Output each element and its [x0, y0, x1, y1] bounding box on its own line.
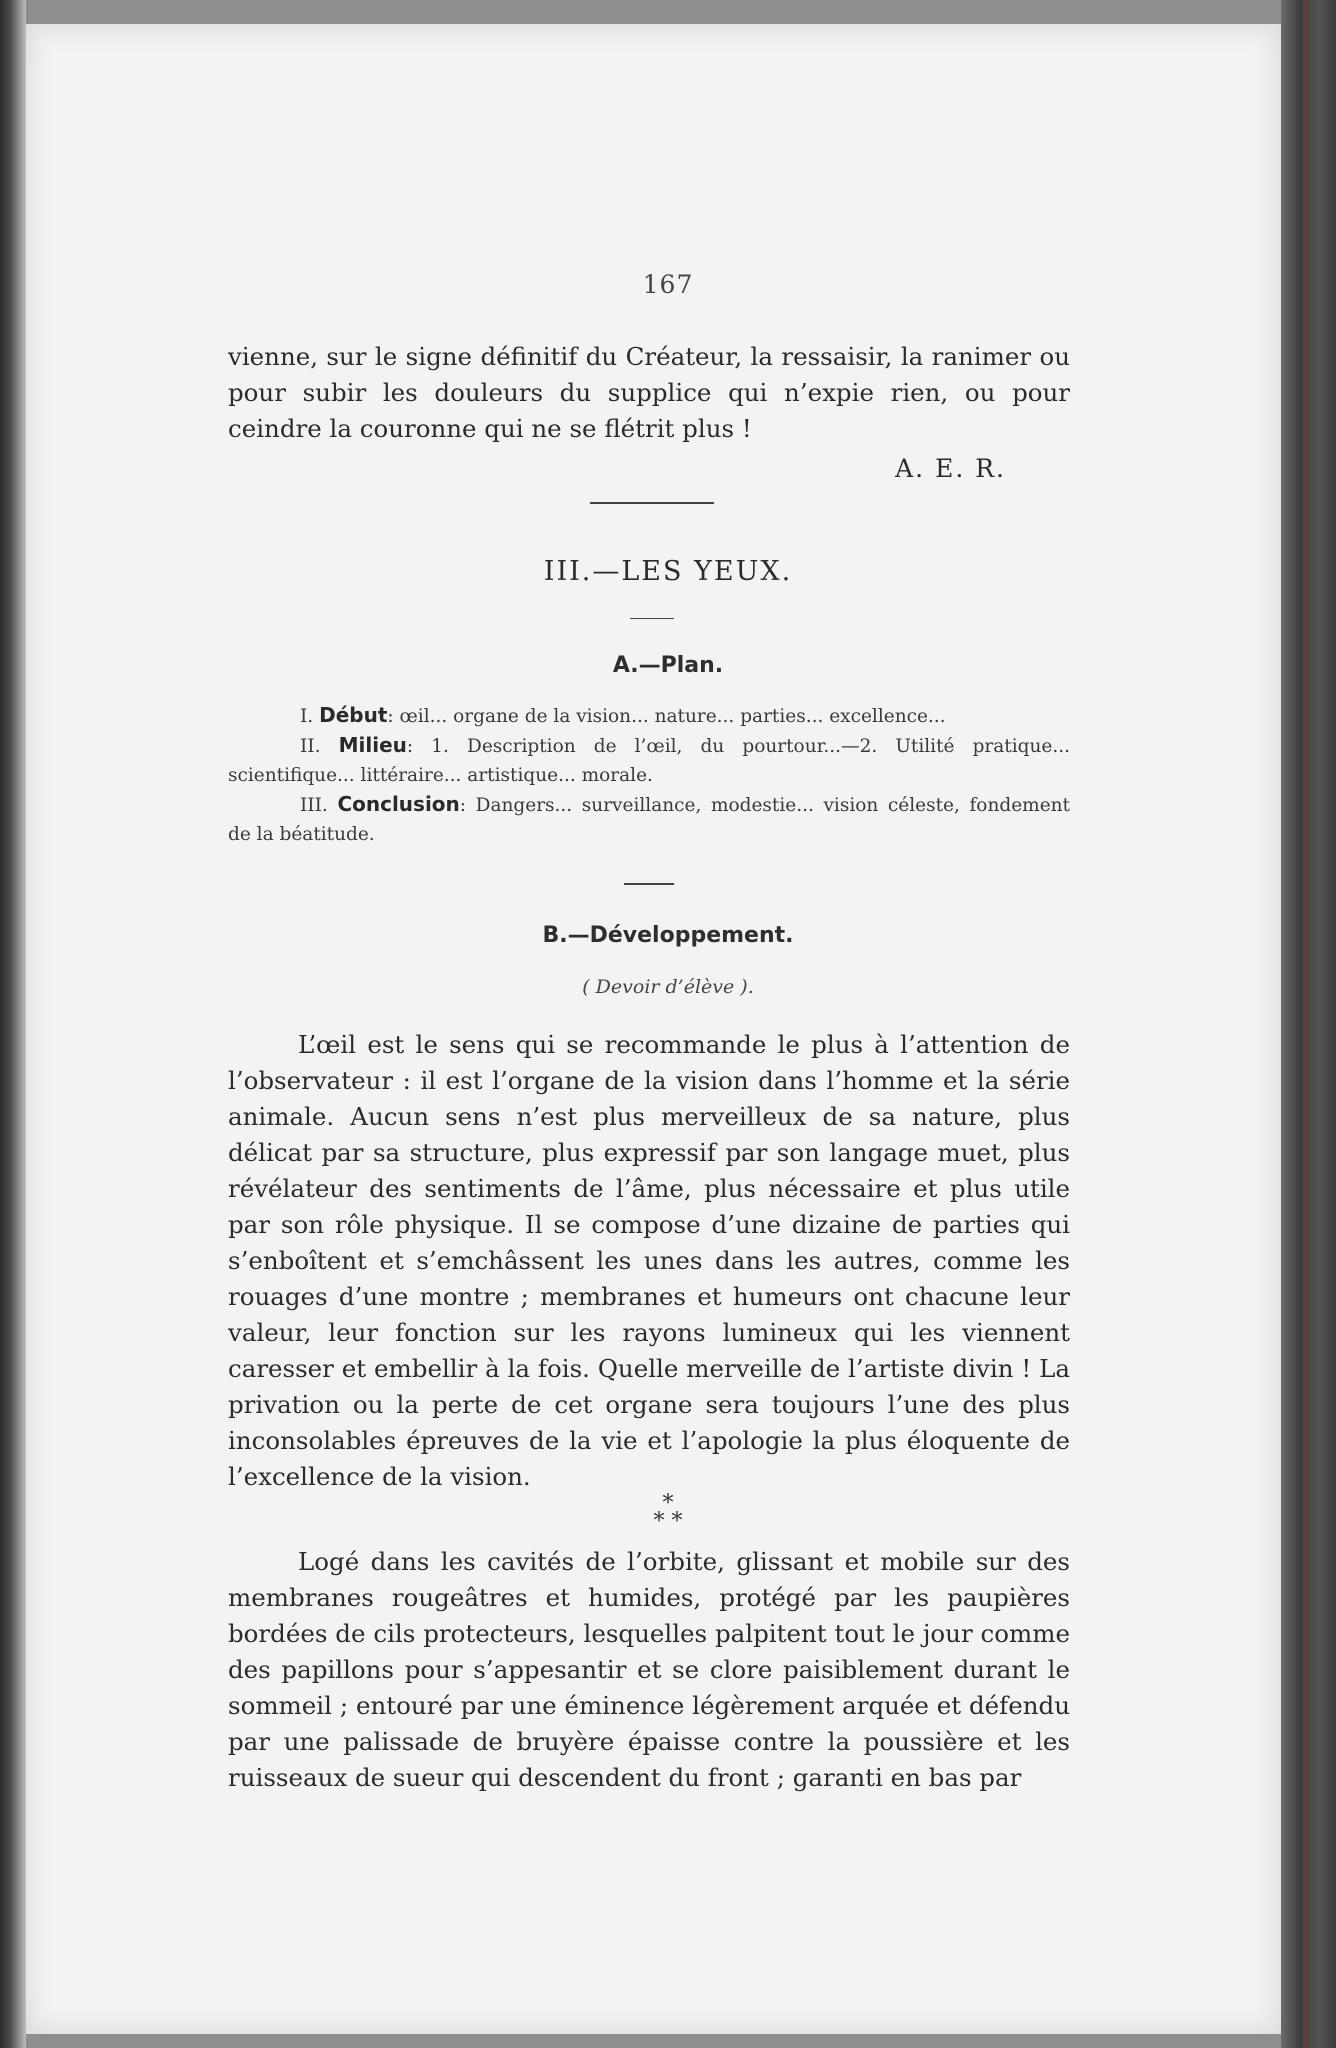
- development-subheading: ( Devoir d’élève ).: [582, 976, 754, 998]
- scan-left-edge: [0, 0, 26, 2048]
- book-binding-edge: [1281, 0, 1336, 2048]
- paragraph-text: L’œil est le sens qui se recommande le plus à l’attention de l’observateur : il est l’organe de la vision dans l’homme et la série animale. Aucun sens n’est plus merveilleux de sa nature, plus délicat par sa structure, plus expressif par son langage muet, plus révélateur des sentiments de l’âme, plus nécessaire et plus utile par son rôle physique. Il se compose d’une dizaine de parties qui s’enboîtent et s’emchâssent les unes dans les autres, comme les rouages d’une montre ; membranes et humeurs ont chacune leur valeur, leur fonction sur les rayons lumineux qui les viennent caresser et embellir à la fois. Quelle merveille de l’artiste divin ! La privation ou la perte de cet organe sera toujours l’une des plus inconsolables épreuves de la vie et l’apologie la plus éloquente de l’excellence de la vision.: [228, 1030, 1070, 1491]
- divider-rule: [590, 502, 714, 504]
- plan-heading: A.—Plan.: [612, 653, 724, 678]
- asterism: [0, 1491, 1336, 1534]
- development-paragraph-1: [228, 1027, 1070, 1495]
- plan-item-label: Conclusion: [337, 792, 460, 816]
- plan-item-number: II.: [300, 736, 321, 757]
- paragraph-text: Logé dans les cavités de l’orbite, glissant et mobile sur des membranes rougeâtres et humides, protégé par les paupières bordées de cils protecteurs, lesquelles palpitent tout le jour comme des papillons pour s’appesantir et se clore paisiblement durant le sommeil ; entouré par une éminence légèrement arquée et défendu par une palissade de bruyère épaisse contre la poussière et les ruisseaux de sueur qui descendent du front ; garanti en bas par: [228, 1547, 1070, 1792]
- plan-item-number: III.: [300, 795, 328, 816]
- plan-item-conclusion: [228, 790, 1070, 849]
- intro-paragraph-text: vienne, sur le signe définitif du Créateur, la ressaisir, la ranimer ou pour subir les douleurs du supplice qui n’expie rien, ou pour ceindre la couronne qui ne se flétrit plus !: [228, 342, 1070, 443]
- plan-item-text: : Dangers... surveillance, modestie... vision céleste, fondement de la béatitude.: [228, 795, 1070, 845]
- development-paragraph-2: [228, 1544, 1070, 1796]
- signature: A. E. R.: [895, 454, 1006, 483]
- plan-list: [228, 701, 1070, 849]
- asterism-top: *: [662, 1491, 674, 1516]
- plan-item-label: Début: [319, 703, 388, 727]
- plan-item-milieu: [228, 731, 1070, 790]
- binding-stripe: [1303, 0, 1307, 2048]
- development-heading: B.—Développement.: [542, 923, 794, 948]
- plan-item-text: : 1. Description de l’œil, du pourtour...—2. Utilité pratique... scientifique... littéraire... artistique... morale.: [228, 736, 1070, 786]
- page-number: 167: [642, 270, 694, 299]
- plan-item-number: I.: [300, 706, 314, 727]
- plan-item-text: : œil... organe de la vision... nature... parties... excellence...: [387, 706, 946, 727]
- asterism-bottom: * *: [653, 1509, 683, 1534]
- section-title: III.—LES YEUX.: [543, 556, 793, 587]
- intro-paragraph: [228, 339, 1070, 447]
- plan-item-label: Milieu: [338, 733, 407, 757]
- divider-rule-2: [624, 883, 674, 885]
- plan-item-debut: [228, 701, 1070, 731]
- short-divider-rule: [630, 618, 674, 619]
